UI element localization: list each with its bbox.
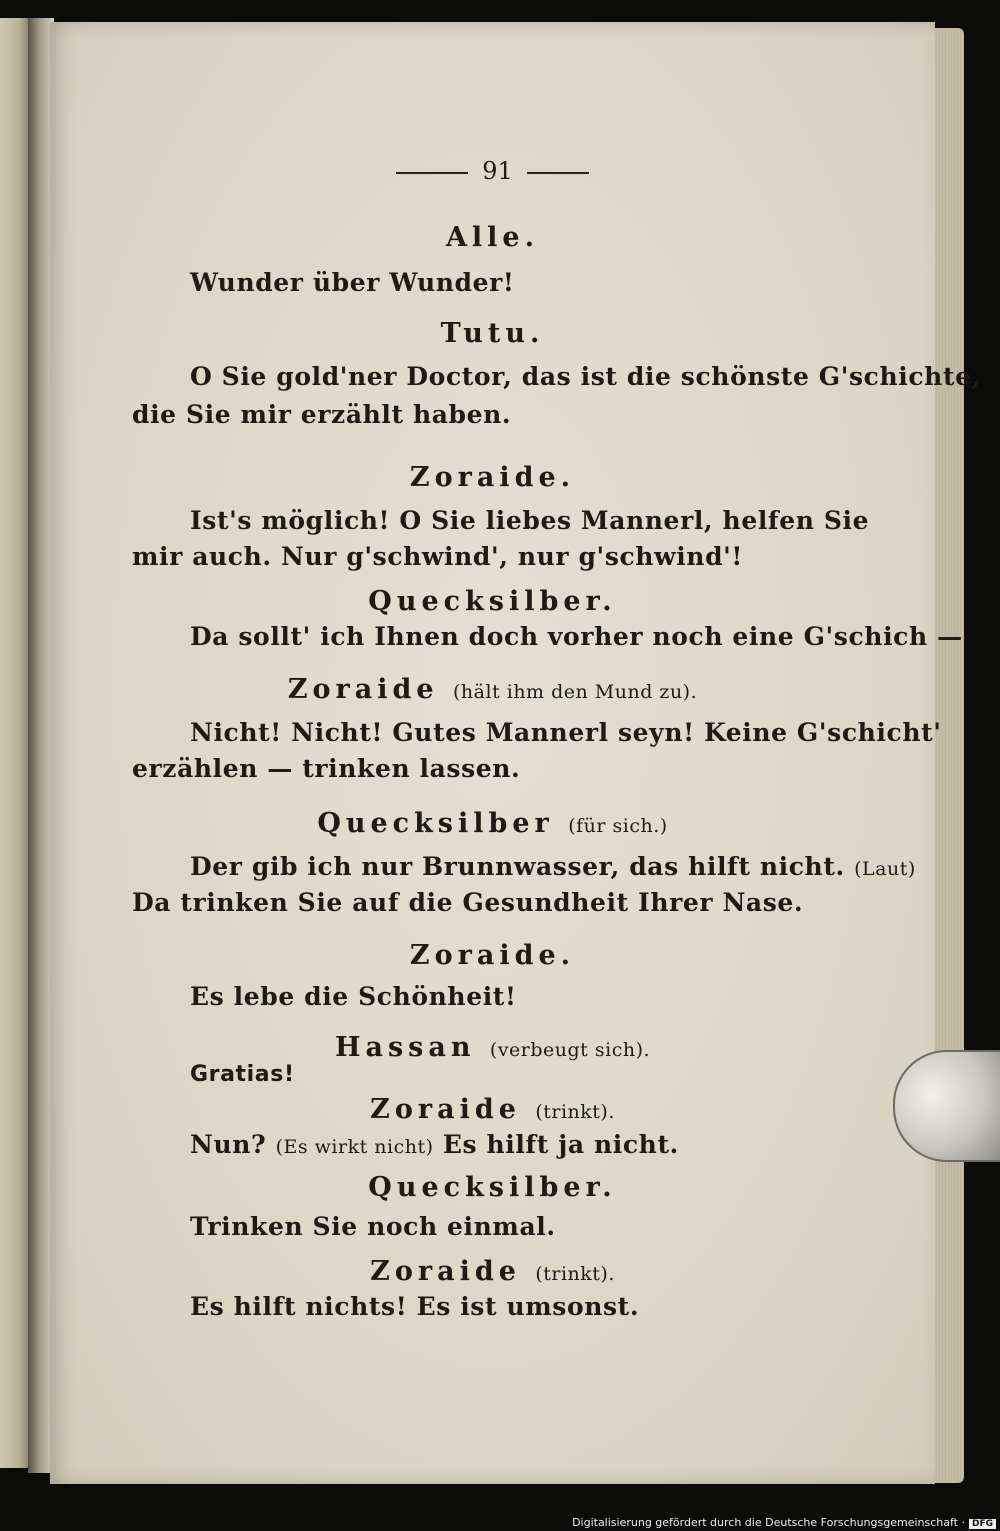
page-number: 91 (482, 157, 513, 185)
speaker-name: Hassan (334, 1032, 476, 1063)
book-page (50, 22, 981, 1484)
speaker-name: Quecksilber (317, 808, 554, 839)
dialogue-line (190, 1130, 679, 1159)
stage-direction: (verbeugt sich). (489, 1039, 651, 1061)
dialogue-text: Der gib ich nur Brunnwasser, das hilft nicht. (190, 852, 845, 881)
speaker-heading: Alle. (445, 222, 540, 253)
page-clip-tab (893, 1050, 1000, 1162)
speaker-heading: Quecksilber. (368, 1172, 617, 1203)
speaker-heading: Zoraide. (409, 940, 576, 971)
speaker-heading (50, 674, 935, 705)
speaker-heading (50, 1256, 935, 1287)
stage-direction: (trinkt). (535, 1101, 615, 1123)
dialogue-line: Trinken Sie noch einmal. (190, 1212, 556, 1241)
dialogue-line (190, 852, 916, 881)
page-number-header (50, 157, 935, 185)
header-rule-right (527, 172, 589, 174)
dialogue-line: Gratias! (190, 1062, 295, 1087)
speaker-heading (50, 1032, 935, 1063)
stage-direction: (für sich.) (568, 815, 668, 837)
speaker-name: Zoraide (287, 674, 439, 705)
dialogue-line: die Sie mir erzählt haben. (132, 400, 512, 429)
dialogue-text: Es hilft ja nicht. (442, 1130, 679, 1159)
speaker-name: Zoraide (370, 1256, 521, 1287)
credit-text: Digitalisierung gefördert durch die Deutsche Forschungsgemeinschaft · (572, 1516, 965, 1529)
dialogue-line: Ist's möglich! O Sie liebes Mannerl, helfen Sie (190, 506, 870, 535)
stage-direction: (trinkt). (535, 1263, 615, 1285)
page-stack-edge (932, 28, 964, 1483)
dfg-logo: DFG (969, 1519, 996, 1529)
speaker-heading: Zoraide. (409, 462, 576, 493)
dialogue-line: Nicht! Nicht! Gutes Mannerl seyn! Keine G'schicht' (190, 718, 942, 747)
dialogue-line: mir auch. Nur g'schwind', nur g'schwind'! (132, 542, 743, 571)
speaker-heading: Tutu. (440, 318, 545, 349)
dialogue-line: Es lebe die Schönheit! (190, 982, 517, 1011)
speaker-heading (50, 1094, 935, 1125)
speaker-heading (50, 808, 935, 839)
dialogue-line: Da sollt' ich Ihnen doch vorher noch eine G'schich — (190, 622, 963, 651)
stage-direction: (Es wirkt nicht) (275, 1136, 434, 1158)
dialogue-line: Da trinken Sie auf die Gesundheit Ihrer Nase. (132, 888, 804, 917)
digitization-credit (572, 1516, 996, 1529)
stage-direction: (hält ihm den Mund zu). (453, 681, 698, 703)
speaker-heading: Quecksilber. (368, 586, 617, 617)
dialogue-text: Nun? (190, 1130, 267, 1159)
dialogue-line: Wunder über Wunder! (190, 268, 515, 297)
dialogue-line: erzählen — trinken lassen. (132, 754, 521, 783)
stage-direction: (Laut) (854, 858, 916, 880)
dialogue-line: Es hilft nichts! Es ist umsonst. (190, 1292, 640, 1321)
left-page-edge (0, 18, 30, 1468)
dialogue-line: O Sie gold'ner Doctor, das ist die schönste G'schichte, (190, 362, 981, 391)
speaker-name: Zoraide (370, 1094, 521, 1125)
header-rule-left (396, 172, 468, 174)
